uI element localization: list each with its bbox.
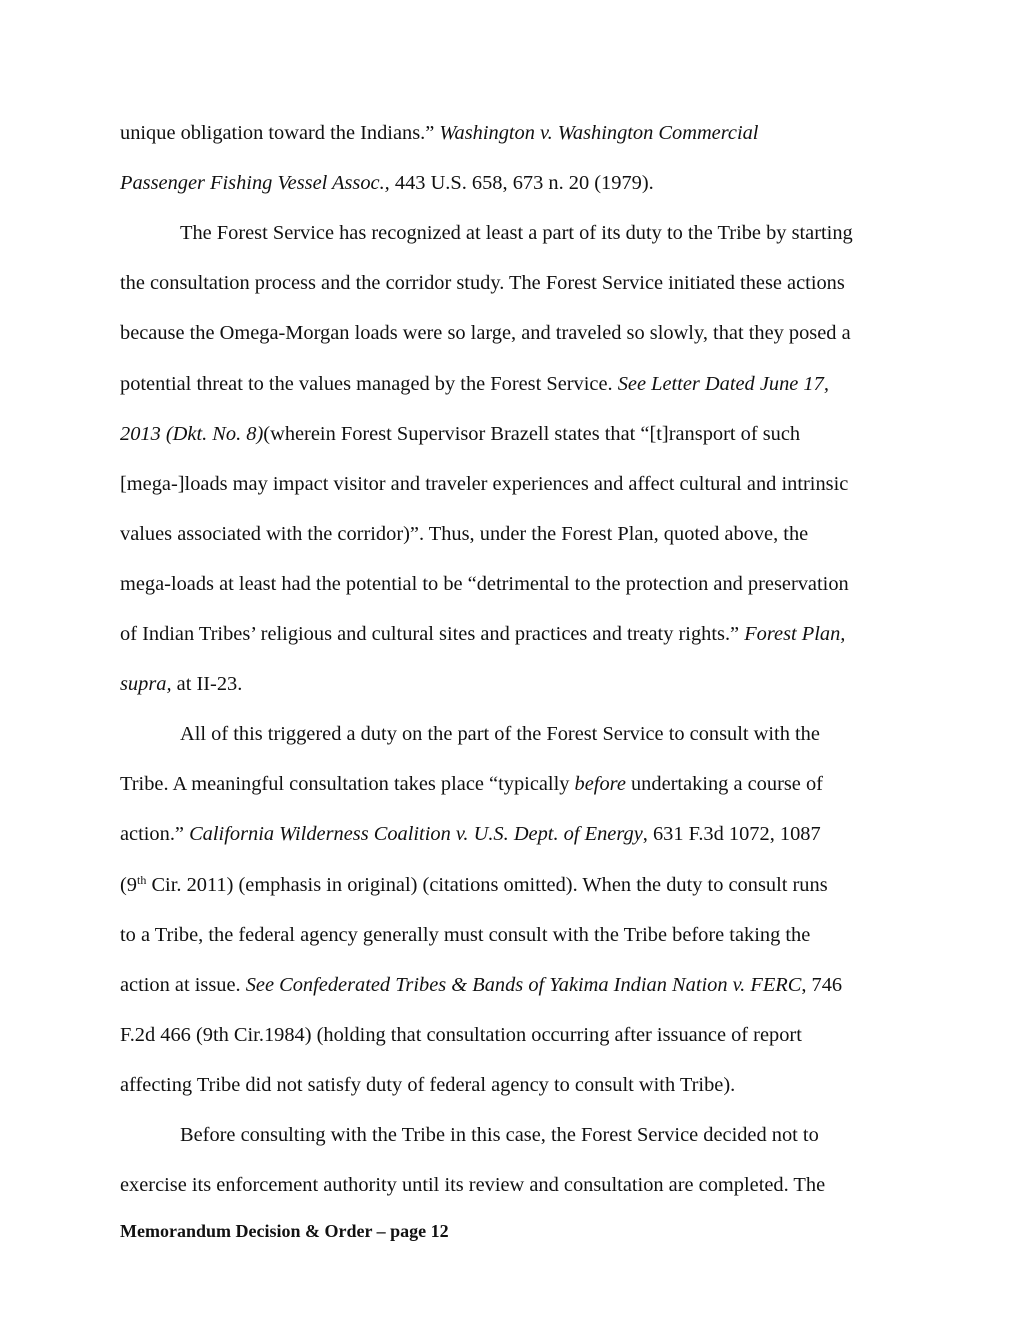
italic-citation: See Confederated Tribes & Bands of Yakima Indian Nation v. FERC	[245, 973, 802, 996]
text-line	[120, 674, 242, 694]
text-line	[120, 424, 800, 444]
paragraph-first-line	[180, 223, 853, 243]
text-run: , 631 F.3d 1072, 1087	[642, 823, 821, 846]
text-run: All of this triggered a duty on the part of the Forest Service to consult with the	[180, 723, 820, 746]
text-run: mega-loads at least had the potential to be “detrimental to the protection and preservation	[120, 572, 849, 595]
text-run: The Forest Service has recognized at least a part of its duty to the Tribe by starting	[180, 222, 853, 245]
text-run: Cir. 2011) (emphasis in original) (citations omitted). When the duty to consult runs	[146, 873, 828, 896]
text-run: undertaking a course of	[625, 773, 823, 796]
text-run: Before consulting with the Tribe in this case, the Forest Service decided not to	[180, 1124, 819, 1146]
superscript: th	[137, 872, 147, 887]
italic-citation: Passenger Fishing Vessel Assoc.,	[120, 172, 390, 195]
italic-citation: supra,	[120, 673, 172, 696]
text-run: to a Tribe, the federal agency generally must consult with the Tribe before taking the	[120, 923, 811, 946]
text-run: exercise its enforcement authority until its review and consultation are completed. The	[120, 1174, 826, 1197]
text-line	[120, 123, 758, 143]
text-run: 443 U.S. 658, 673 n. 20 (1979).	[389, 172, 654, 195]
text-line	[120, 173, 654, 193]
text-run: F.2d 466 (9th Cir.1984) (holding that consultation occurring after issuance of report	[120, 1023, 802, 1046]
text-line	[120, 1175, 825, 1195]
text-run: [mega-]loads may impact visitor and traveler experiences and affect cultural and intrinsic	[120, 472, 849, 495]
text-run: (wherein Forest Supervisor Brazell states that “[t]ransport of such	[263, 422, 801, 445]
text-run: action.”	[120, 823, 190, 846]
paragraph-first-line	[180, 1125, 819, 1145]
italic-citation: California Wilderness Coalition v. U.S. Dept. of Energy	[189, 823, 643, 846]
text-run: at II-23.	[171, 673, 243, 696]
text-line	[120, 273, 845, 293]
italic-citation: Forest Plan,	[744, 623, 846, 645]
text-line	[120, 1075, 735, 1095]
text-line	[120, 1025, 802, 1045]
text-line	[120, 323, 851, 343]
text-run: action at issue.	[120, 973, 246, 996]
italic-citation: Washington v. Washington Commercial	[439, 122, 759, 144]
text-run: , 746	[801, 973, 843, 996]
italic-citation: See Letter Dated June 17,	[617, 372, 829, 395]
text-line	[120, 624, 845, 644]
text-run: values associated with the corridor)”. Thus, under the Forest Plan, quoted above, the	[120, 522, 809, 545]
text-run: potential threat to the values managed by the Forest Service.	[120, 372, 618, 395]
text-run: because the Omega-Morgan loads were so large, and traveled so slowly, that they posed a	[120, 322, 851, 345]
italic-citation: 2013 (Dkt. No. 8)	[120, 422, 264, 445]
text-line	[120, 872, 828, 896]
text-run: (9	[120, 873, 137, 896]
text-line	[120, 774, 823, 794]
text-run: unique obligation toward the Indians.”	[120, 122, 440, 144]
text-line	[120, 925, 810, 945]
text-run: Tribe. A meaningful consultation takes place “typically	[120, 773, 575, 796]
text-line	[120, 975, 842, 995]
text-run: of Indian Tribes’ religious and cultural sites and practices and treaty rights.”	[120, 623, 745, 645]
text-line	[120, 474, 848, 494]
text-line	[120, 374, 829, 394]
text-run: the consultation process and the corridor study. The Forest Service initiated these actions	[120, 272, 845, 295]
text-line	[120, 824, 821, 844]
text-run: affecting Tribe did not satisfy duty of federal agency to consult with Tribe).	[120, 1073, 736, 1096]
italic-citation: before	[574, 773, 626, 796]
text-line	[120, 524, 808, 544]
text-line	[120, 574, 849, 594]
paragraph-first-line	[180, 724, 820, 744]
page-footer: Memorandum Decision & Order – page 12	[120, 1221, 449, 1241]
